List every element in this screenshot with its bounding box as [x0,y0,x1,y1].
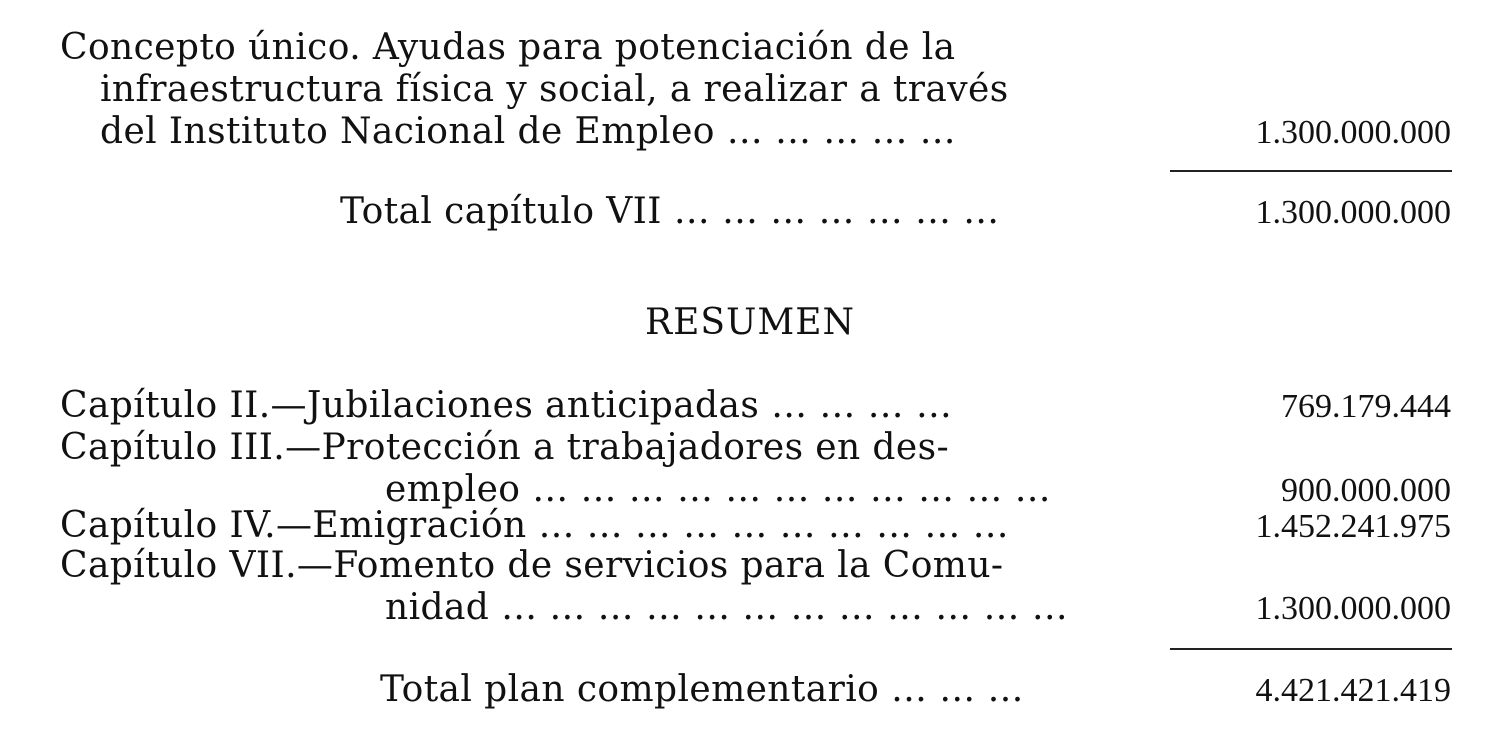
resumen-item-capitulo-iii-continuation: empleo … … … … … … … … … … … [385,469,1052,510]
concepto-amount: 1.300.000.000 [1255,114,1451,151]
resumen-item-capitulo-vii-continuation: nidad … … … … … … … … … … … … [385,587,1069,628]
total-rule [1170,648,1452,650]
resumen-amount-capitulo-vii: 1.300.000.000 [1255,590,1451,627]
resumen-item-capitulo-vii: Capítulo VII.—Fomento de servicios para la Comu- [60,545,1004,586]
resumen-item-capitulo-iv: Capítulo IV.—Emigración … … … … … … … … … … [60,505,1010,546]
resumen-amount-capitulo-iii: 900.000.000 [1281,472,1451,509]
total-capitulo-amount: 1.300.000.000 [1255,194,1451,231]
resumen-amount-capitulo-ii: 769.179.444 [1281,388,1451,425]
total-plan-label: Total plan complementario … … … [380,669,1024,710]
total-plan-amount: 4.421.421.419 [1255,672,1451,709]
concepto-line-1: Concepto único. Ayudas para potenciación de la [60,27,956,68]
resumen-item-capitulo-iii: Capítulo III.—Protección a trabajadores en des- [60,427,950,468]
concepto-line-3: del Instituto Nacional de Empleo … … … … … [100,111,957,152]
total-capitulo-label: Total capítulo VII … … … … … … … [340,191,1000,232]
resumen-heading: RESUMEN [644,302,856,343]
resumen-amount-capitulo-iv: 1.452.241.975 [1255,508,1451,545]
concepto-line-2: infraestructura física y social, a realizar a través [100,69,1009,110]
subtotal-rule [1170,170,1452,172]
resumen-item-capitulo-ii: Capítulo II.—Jubilaciones anticipadas … … … … [60,385,953,426]
